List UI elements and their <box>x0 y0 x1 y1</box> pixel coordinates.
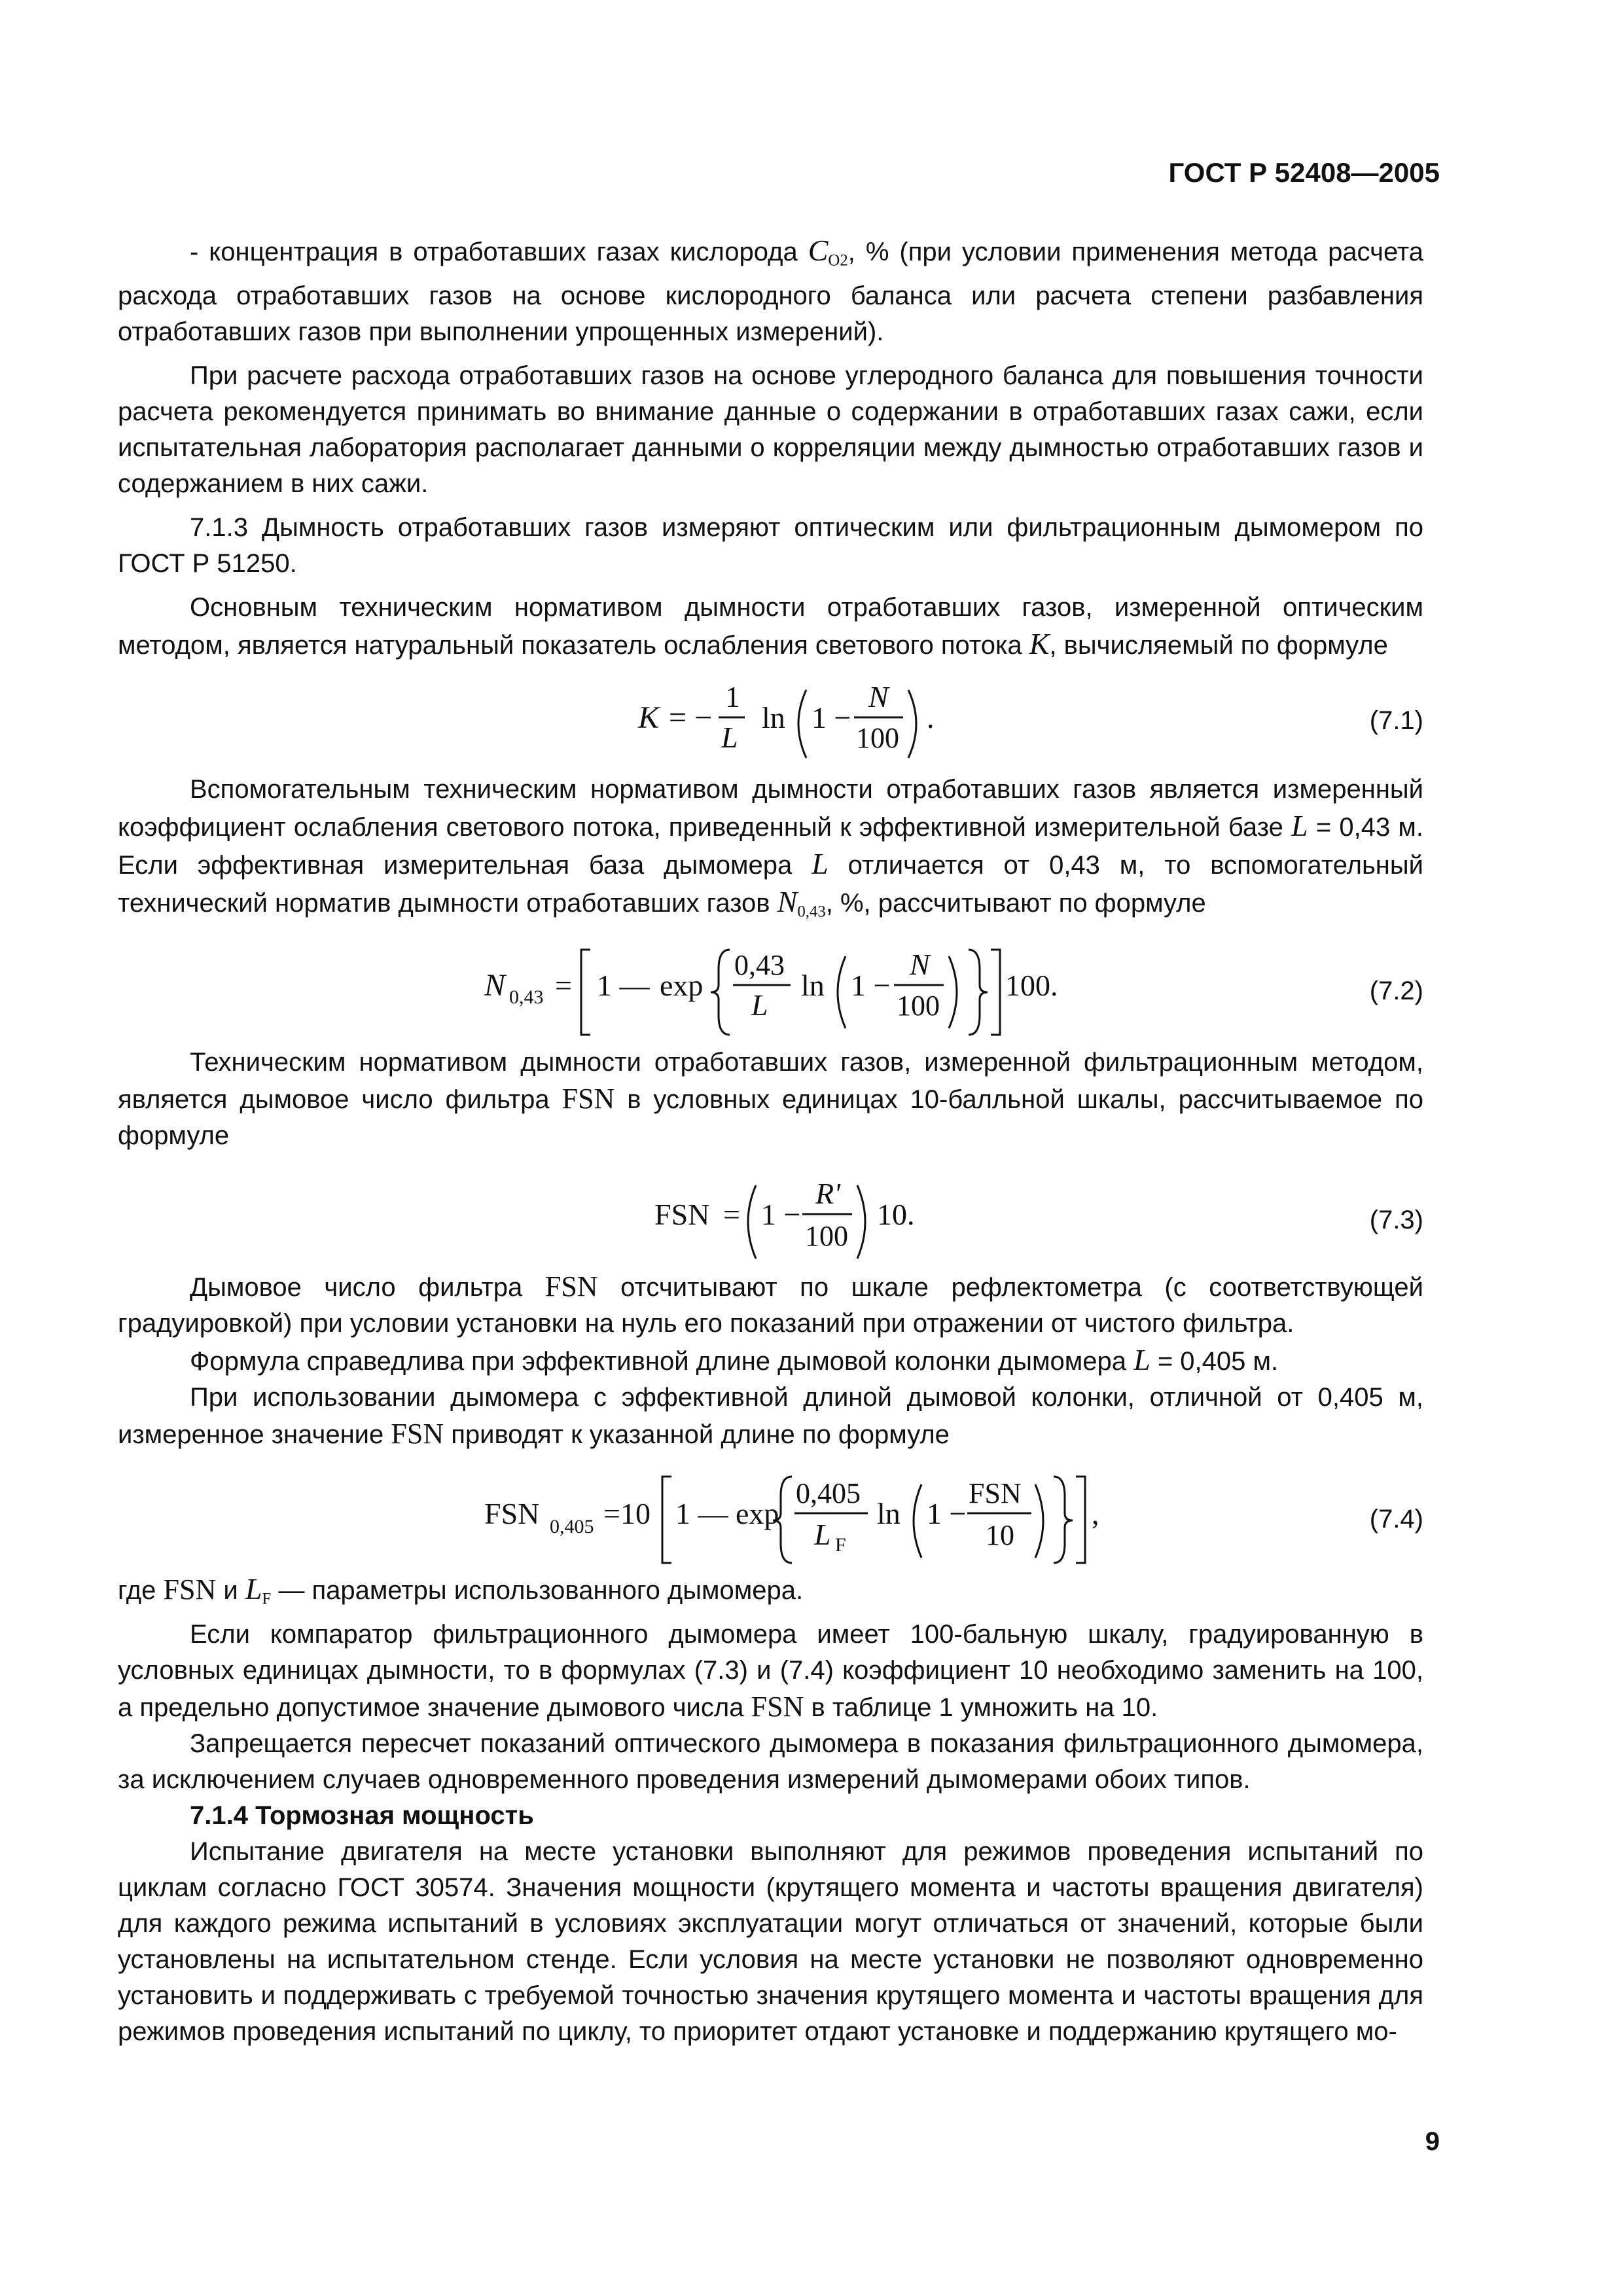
f72-bracket-right <box>991 950 1000 1035</box>
f73-paren-right <box>857 1185 865 1259</box>
f73-eq: = <box>723 1197 740 1231</box>
f74-paren-right <box>1035 1484 1043 1558</box>
f71-ln: ln <box>762 701 785 735</box>
f74-den-L-sub: F <box>835 1534 846 1556</box>
formula-7-3-number: (7.3) <box>1369 1205 1423 1234</box>
formula-7-4-number: (7.4) <box>1369 1504 1423 1534</box>
f74-den-L: L <box>814 1517 831 1551</box>
paragraph-formula-valid: Формула справедлива при эффективной длине дымовой колонки дымомера L = 0,405 м. <box>190 1342 1279 1376</box>
paragraph-7-1-3: 7.1.3 Дымность отработавших газов измеряют оптическим или фильтрационным дымомером по ГОСТ Р 51250. <box>118 513 1423 579</box>
f71-paren-left <box>798 690 806 758</box>
formula-7-2 <box>118 930 1423 1045</box>
f72-num-043: 0,43 <box>734 948 785 981</box>
f72-brace-left <box>711 950 730 1035</box>
section-heading-7-1-4: 7.1.4 Тормозная мощность <box>190 1801 534 1831</box>
f72-lhs-sub: 0,43 <box>509 986 544 1008</box>
f71-lhs: K <box>638 700 660 736</box>
f72-den-L: L <box>751 988 768 1022</box>
f74-brace-left <box>773 1477 792 1563</box>
paragraph-prohibition: Запрещается пересчет показаний оптического дымомера в показания фильтрационного дымомера, за исключением случаев одновременного проведения измерений дымомерами обоих типов. <box>118 1729 1423 1795</box>
f74-num-FSN: FSN <box>969 1477 1022 1509</box>
f74-num-0405: 0,405 <box>796 1477 861 1509</box>
f72-den-100: 100 <box>897 989 940 1022</box>
f71-dot: . <box>927 701 935 735</box>
formula-7-1 <box>118 664 1423 772</box>
formula-7-2-graphic <box>118 930 1423 1045</box>
f74-one-minus-2: 1 − <box>927 1496 967 1530</box>
f74-brace-right <box>1054 1477 1073 1563</box>
formula-7-3-graphic <box>118 1154 1423 1268</box>
formula-7-3 <box>118 1154 1423 1268</box>
f74-one-minus-exp: 1 — exp <box>675 1496 779 1530</box>
paragraph-filter-method: Техническим нормативом дымности отработавших газов, измеренной фильтрационным методом, является дымовое число фильтра FSN в условных единицах 10-балльной шкалы, рассчитываемое по формуле <box>118 1047 1423 1150</box>
f73-num-R: R' <box>815 1176 840 1210</box>
document-body <box>118 232 1423 2050</box>
f74-bracket-right <box>1076 1477 1085 1563</box>
f73-paren-left <box>748 1185 756 1259</box>
f73-tail: 10. <box>877 1197 915 1231</box>
f71-num-N: N <box>868 680 889 714</box>
paragraph-other-length: При использовании дымомера с эффективной длиной дымовой колонки, отличной от 0,405 м, измеренное значение FSN приводят к указанной длине по формуле <box>118 1382 1423 1450</box>
paragraph-brake-power: Испытание двигателя на месте установки выполняют для режимов проведения испытаний по циклам согласно ГОСТ 30574. Значения мощности (крутящего момента и частоты вращения двигателя) для каждого режима испытаний в условиях эксплуатации могут отличаться от значений, которые были установлены на испытательном стенде. Если условия на месте установки не позволяют одновременно установить и поддерживать с требуемой точностью значения крутящего момента и частоты вращения для режимов проведения испытаний по циклу, то приоритет отдают установке и поддержанию крутящего мо- <box>118 1837 1423 2047</box>
f72-bracket-left <box>581 950 590 1035</box>
f74-lhs: FSN <box>484 1496 540 1530</box>
f72-one-minus: 1 — <box>597 968 650 1002</box>
f72-paren-left <box>838 956 846 1028</box>
paragraph-fsn-reading: Дымовое число фильтра FSN отсчитывают по шкале рефлектометра (с соответствующей градуировкой) при условии установки на нуль его показаний при отражении от чистого фильтра. <box>118 1270 1423 1338</box>
f71-paren-right <box>908 690 916 758</box>
f72-paren-right <box>949 956 957 1028</box>
f74-bracket-left <box>662 1477 671 1563</box>
formula-7-4 <box>118 1453 1423 1571</box>
f71-one-minus: 1 − <box>812 701 851 735</box>
formula-7-1-graphic <box>118 664 1423 772</box>
f74-comma: , <box>1092 1496 1099 1530</box>
f73-den-100: 100 <box>805 1219 848 1252</box>
f72-one-minus-2: 1 − <box>851 968 891 1002</box>
f74-eq: =10 <box>603 1496 651 1530</box>
page-number: 9 <box>1425 2127 1440 2156</box>
f71-den-100: 100 <box>856 722 899 755</box>
paragraph-comparator-scale: Если компаратор фильтрационного дымомера имеет 100-бальную шкалу, градуированную в условных единицах дымности, то в формулах (7.3) и (7.4) коэффициент 10 необходимо заменить на 100, а предельно допустимое значение дымового числа FSN в таблице 1 умножить на 10. <box>118 1620 1423 1723</box>
document-code-header: ГОСТ Р 52408—2005 <box>1168 157 1440 188</box>
f71-num-one: 1 <box>725 680 740 714</box>
formula-7-2-number: (7.2) <box>1369 976 1423 1005</box>
f73-lhs: FSN <box>654 1197 710 1231</box>
f72-ln: ln <box>801 968 825 1002</box>
f72-exp: exp <box>660 968 704 1002</box>
paragraph-main-standard: Основным техническим нормативом дымности отработавших газов, измеренной оптическим методом, является натуральный показатель ослабления светового потока K, вычисляемый по формуле <box>118 593 1423 661</box>
f72-eq: = <box>555 968 572 1002</box>
f72-lhs-N: N <box>484 967 506 1003</box>
f74-ln: ln <box>877 1496 901 1530</box>
f73-one-minus: 1 − <box>761 1197 801 1231</box>
f71-den-L: L <box>721 721 738 755</box>
paragraph-oxygen-concentration: - концентрация в отработавших газах кислорода $C_{O2}$, % (при условии применения метода расчета расхода отработавших газов на основе кислородного баланса или расчета степени разбавления отработавших газов при выполнении упрощенных измерений). <box>118 234 1423 347</box>
f74-den-10: 10 <box>986 1518 1014 1551</box>
formula-7-4-graphic <box>118 1453 1423 1571</box>
f74-lhs-sub: 0,405 <box>550 1515 594 1537</box>
f71-eq: = − <box>669 700 713 736</box>
formula-7-1-number: (7.1) <box>1369 706 1423 736</box>
paragraph-carbon-balance: При расчете расхода отработавших газов на основе углеродного баланса для повышения точности расчета рекомендуется принимать во внимание данные о содержании в отработавших газах сажи, если испытательная лаборатория располагает данными о корреляции между дымностью отработавших газов и содержанием в них сажи. <box>118 361 1423 499</box>
f72-num-N: N <box>910 947 930 981</box>
f72-brace-right <box>969 950 988 1035</box>
paragraph-auxiliary-standard: Вспомогательным техническим нормативом дымности отработавших газов является измеренный коэффициент ослабления светового потока, приведенный к эффективной измерительной базе L = 0,43 м. Если эффективная измерительная база дымомера L отличается от 0,43 м, то вспомогательный технический норматив дымности отработавших газов $N_{0,43}$, %, рассчитывают по формуле <box>118 775 1423 921</box>
paragraph-where-params: где FSN и $L_F$ — параметры использованного дымомера. <box>118 1571 804 1608</box>
f72-tail: 100. <box>1005 968 1058 1002</box>
f74-paren-left <box>914 1484 921 1558</box>
